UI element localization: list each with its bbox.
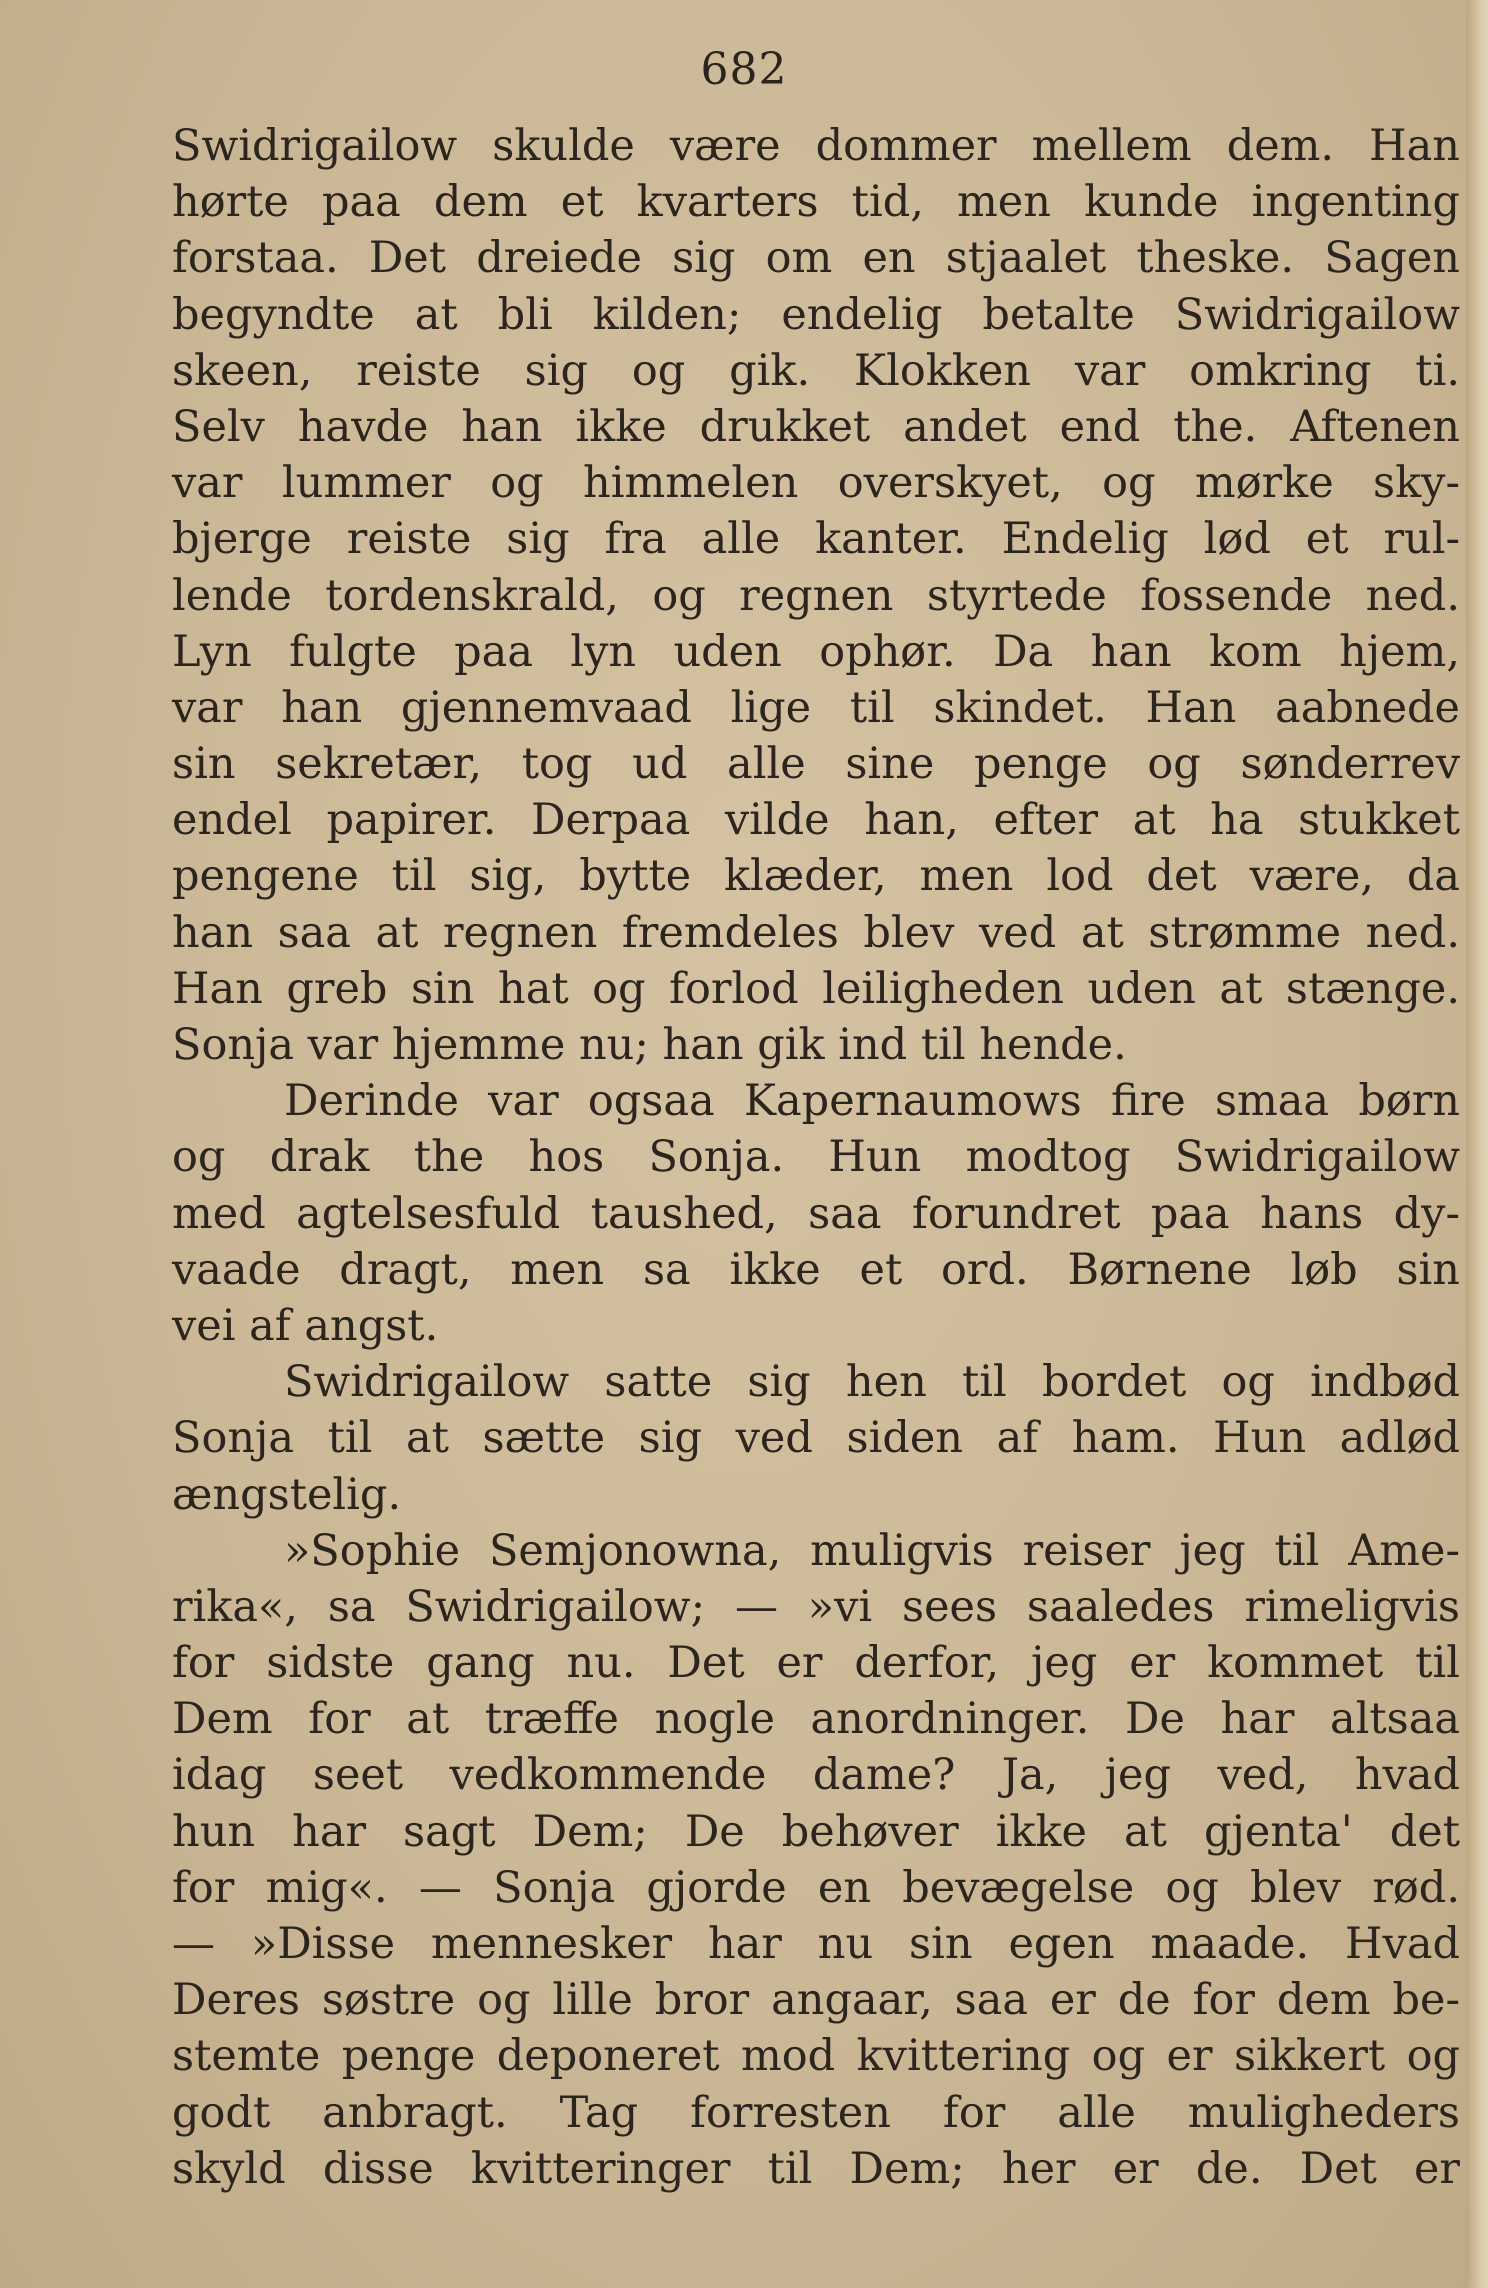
- text-line: var han gjennemvaad lige til skindet. Han aabnede: [172, 682, 1460, 733]
- text-line: skeen, reiste sig og gik. Klokken var omkring ti.: [172, 345, 1460, 396]
- text-line: Han greb sin hat og forlod leiligheden uden at stænge.: [172, 963, 1460, 1014]
- text-line: sin sekretær, tog ud alle sine penge og sønderrev: [172, 739, 1460, 790]
- text-line: Dem for at træffe nogle anordninger. De har altsaa: [172, 1694, 1460, 1745]
- text-line: rika«, sa Swidrigailow; — »vi sees saaledes rimeligvis: [172, 1581, 1460, 1632]
- text-line: ængstelig.: [172, 1469, 402, 1520]
- text-line: idag seet vedkommende dame? Ja, jeg ved, hvad: [172, 1750, 1460, 1801]
- text-line: Lyn fulgte paa lyn uden ophør. Da han kom hjem,: [172, 626, 1460, 677]
- text-line: Deres søstre og lille bror angaar, saa er de for dem be-: [172, 1975, 1460, 2026]
- text-line: begyndte at bli kilden; endelig betalte Swidrigailow: [172, 289, 1460, 340]
- text-line: »Sophie Semjonowna, muligvis reiser jeg til Ame-: [284, 1525, 1460, 1576]
- text-line: forstaa. Det dreiede sig om en stjaalet theske. Sagen: [172, 233, 1460, 284]
- page-edge: [1466, 0, 1488, 2288]
- text-line: for sidste gang nu. Det er derfor, jeg er kommet til: [172, 1638, 1460, 1689]
- text-line: vaade dragt, men sa ikke et ord. Børnene løb sin: [172, 1244, 1460, 1295]
- text-line: med agtelsesfuld taushed, saa forundret paa hans dy-: [172, 1188, 1460, 1239]
- text-line: vei af angst.: [172, 1300, 439, 1351]
- text-line: Swidrigailow satte sig hen til bordet og indbød: [284, 1357, 1460, 1408]
- text-line: bjerge reiste sig fra alle kanter. Endelig lød et rul-: [172, 514, 1460, 565]
- text-line: skyld disse kvitteringer til Dem; her er de. Det er: [172, 2143, 1460, 2194]
- text-line: lende tordenskrald, og regnen styrtede fossende ned.: [172, 570, 1460, 621]
- text-line: Selv havde han ikke drukket andet end the. Aftenen: [172, 401, 1460, 452]
- text-line: Sonja var hjemme nu; han gik ind til hende.: [172, 1020, 1127, 1070]
- text-line: han saa at regnen fremdeles blev ved at strømme ned.: [172, 907, 1460, 958]
- page-number: 682: [700, 44, 788, 95]
- text-line: endel papirer. Derpaa vilde han, efter at ha stukket: [172, 795, 1460, 846]
- text-line: godt anbragt. Tag forresten for alle muligheders: [172, 2087, 1460, 2138]
- text-line: Swidrigailow skulde være dommer mellem dem. Han: [172, 121, 1460, 171]
- text-line: Derinde var ogsaa Kapernaumows fire smaa børn: [284, 1076, 1460, 1127]
- text-line: hun har sagt Dem; De behøver ikke at gjenta' det: [172, 1806, 1460, 1857]
- text-line: pengene til sig, bytte klæder, men lod det være, da: [172, 851, 1460, 902]
- text-line: Sonja til at sætte sig ved siden af ham. Hun adlød: [172, 1413, 1460, 1464]
- text-line: for mig«. — Sonja gjorde en bevægelse og blev rød.: [172, 1862, 1460, 1913]
- text-line: — »Disse mennesker har nu sin egen maade. Hvad: [172, 1919, 1460, 1969]
- text-line: hørte paa dem et kvarters tid, men kunde ingenting: [172, 177, 1460, 228]
- text-line: og drak the hos Sonja. Hun modtog Swidrigailow: [172, 1132, 1460, 1183]
- text-line: var lummer og himmelen overskyet, og mørke sky-: [172, 458, 1460, 509]
- text-line: stemte penge deponeret mod kvittering og er sikkert og: [172, 2031, 1460, 2082]
- body-text: [172, 118, 1460, 2197]
